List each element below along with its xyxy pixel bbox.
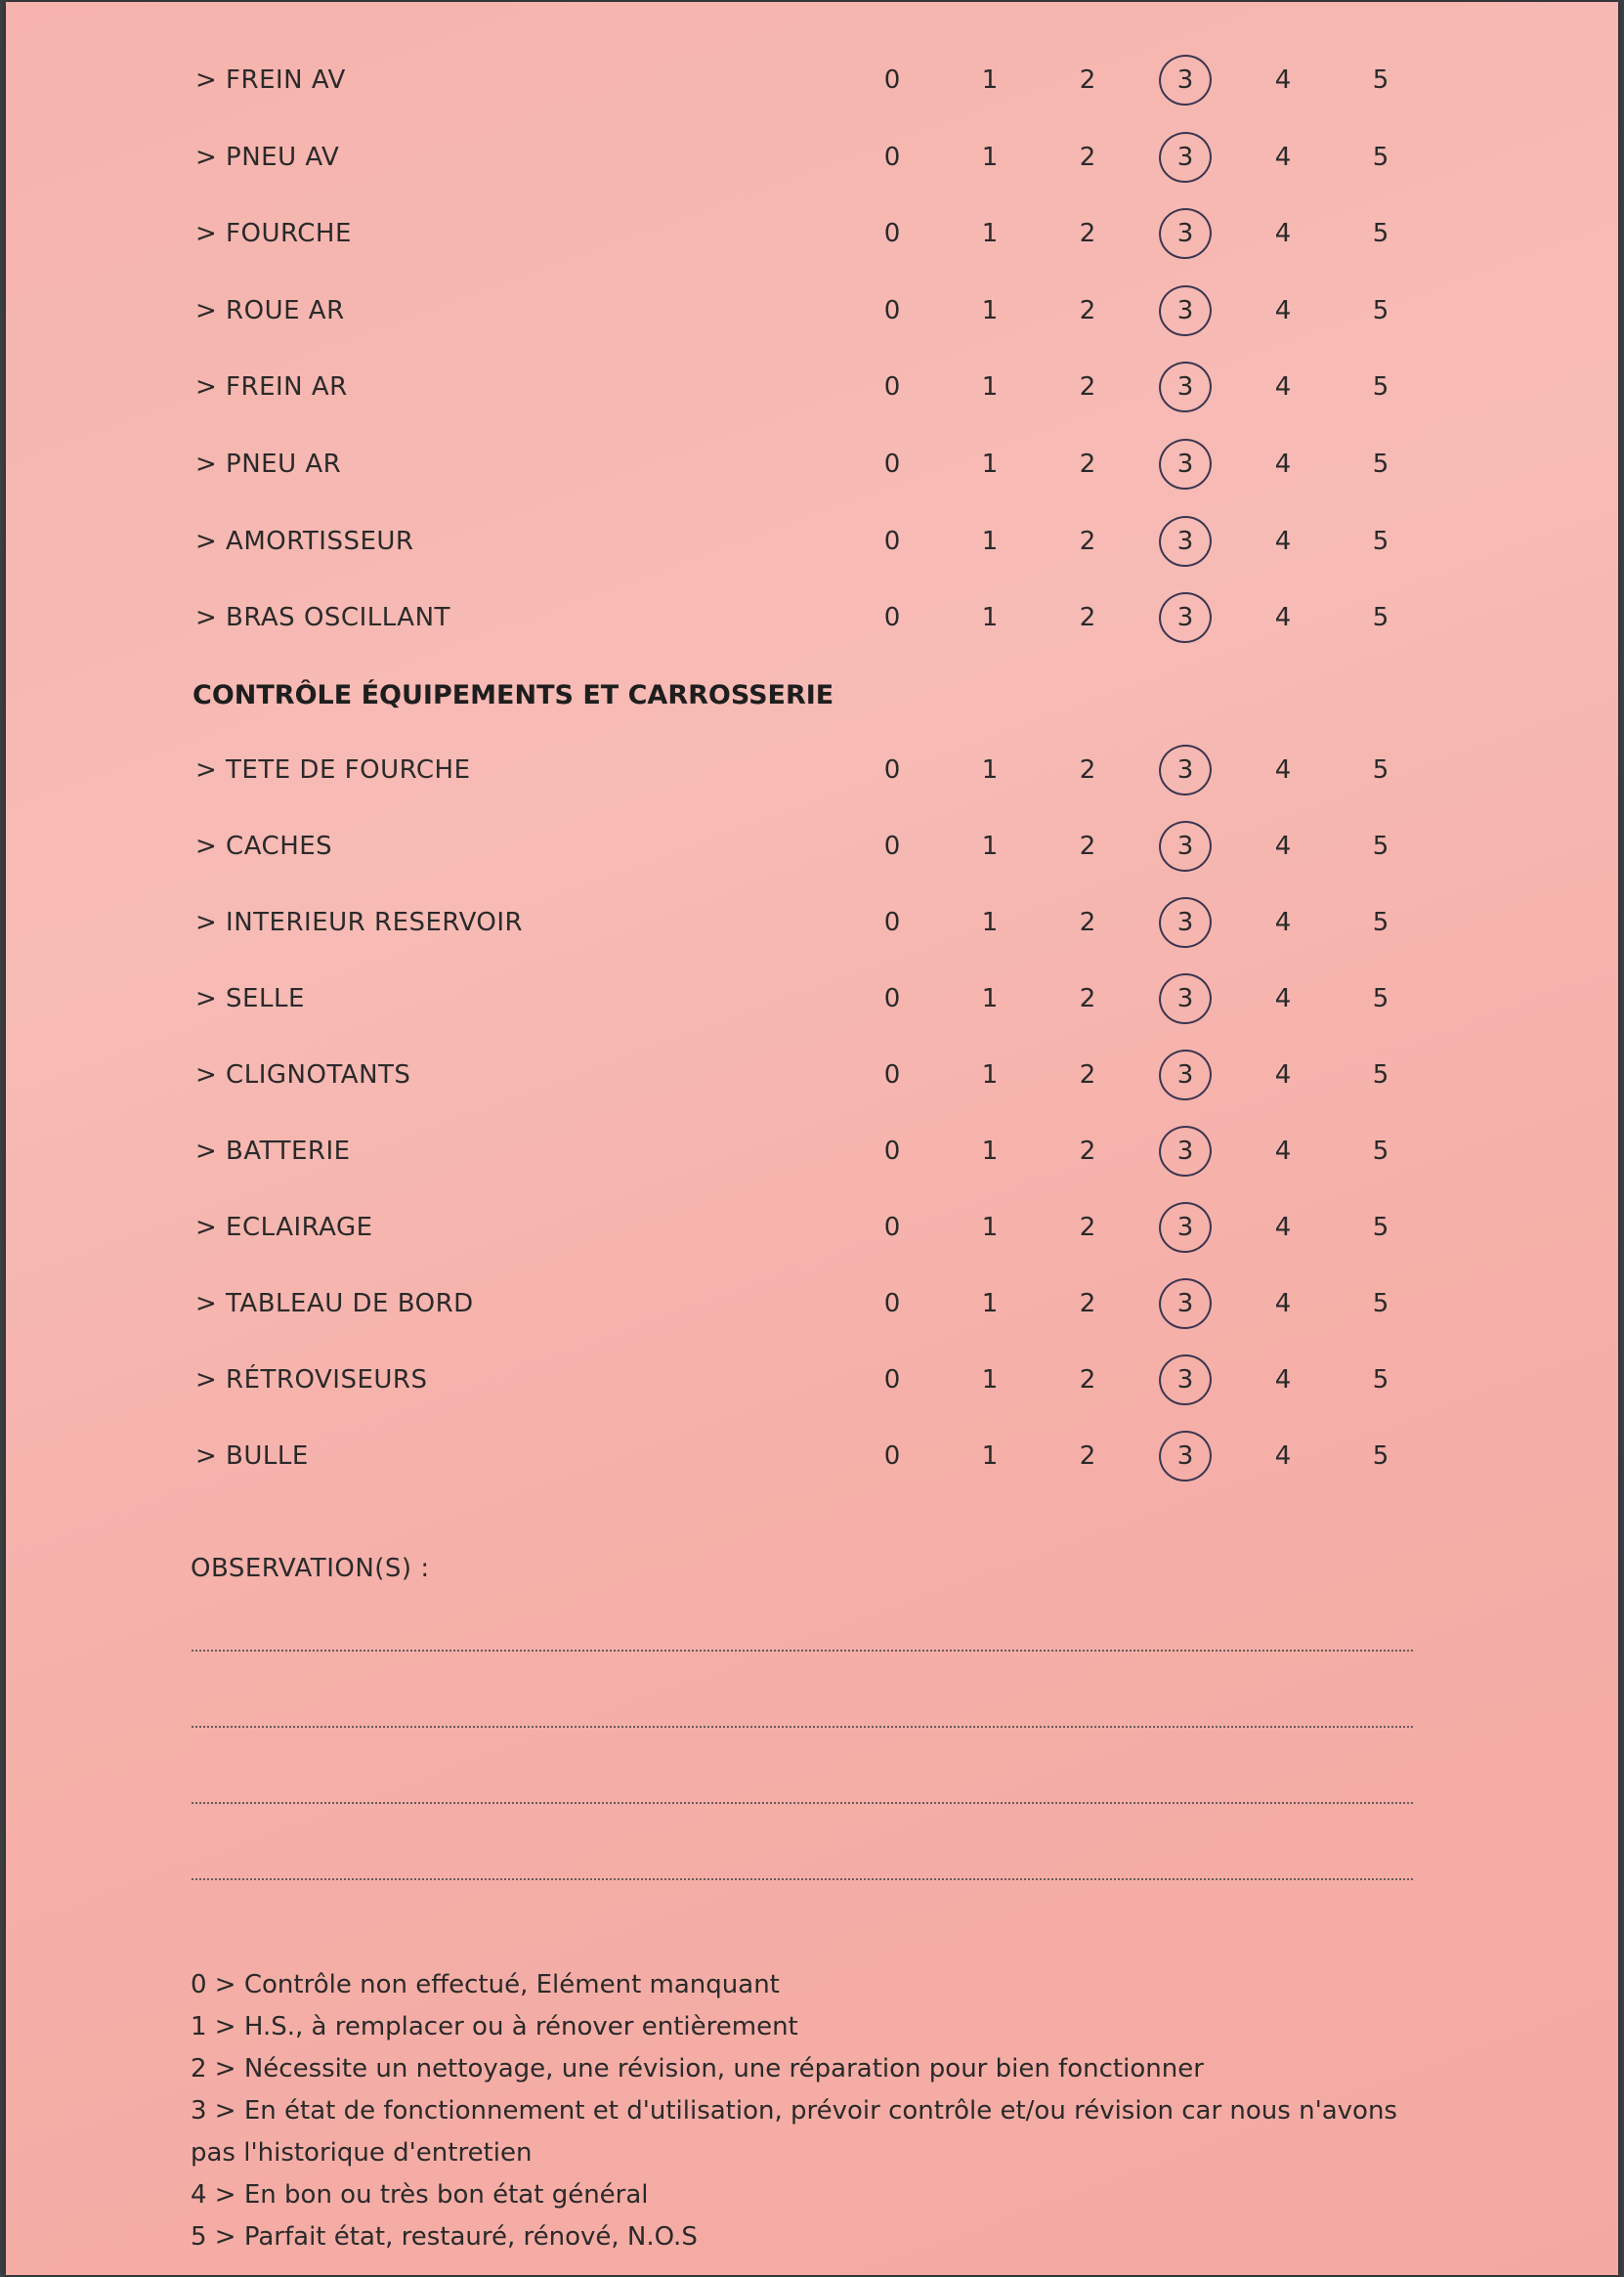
checklist-item-label: > BULLE <box>195 1441 309 1471</box>
score-option[interactable]: 3 <box>1176 1441 1194 1471</box>
score-option[interactable]: 4 <box>1274 1289 1292 1318</box>
score-option[interactable]: 5 <box>1372 832 1389 861</box>
checklist-item-label: > INTERIEUR RESERVOIR <box>195 908 524 937</box>
checklist-item-label: > TABLEAU DE BORD <box>195 1289 474 1318</box>
score-option[interactable]: 1 <box>981 1289 999 1318</box>
score-option[interactable]: 5 <box>1372 219 1389 249</box>
score-option[interactable]: 0 <box>883 372 901 403</box>
checklist-item-label: > PNEU AV <box>195 142 340 172</box>
legend-item: 2 > Nécessite un nettoyage, une révision, une réparation pour bien fonctionner <box>191 2054 1204 2084</box>
checklist-item-label: > ECLAIRAGE <box>195 1213 373 1242</box>
score-option[interactable]: 5 <box>1372 908 1389 937</box>
checklist-row <box>0 522 1624 561</box>
score-option[interactable]: 2 <box>1079 1365 1096 1395</box>
checklist-row <box>0 1437 1624 1476</box>
score-option[interactable]: 2 <box>1079 1441 1096 1471</box>
checklist-item-label: > BRAS OSCILLANT <box>195 603 450 633</box>
checklist-row <box>0 367 1624 407</box>
score-option[interactable]: 1 <box>981 219 999 249</box>
checklist-row <box>0 979 1624 1018</box>
score-option[interactable]: 5 <box>1372 65 1389 95</box>
checklist-item-label: > RÉTROVISEURS <box>195 1365 428 1395</box>
checklist-row <box>0 903 1624 942</box>
score-option[interactable]: 3 <box>1176 142 1194 172</box>
score-option[interactable]: 4 <box>1274 908 1292 937</box>
score-option[interactable]: 5 <box>1372 372 1389 403</box>
score-option[interactable]: 1 <box>981 1441 999 1471</box>
score-option[interactable]: 4 <box>1274 1060 1292 1090</box>
score-option[interactable]: 0 <box>883 1137 901 1166</box>
score-option[interactable]: 5 <box>1372 1441 1389 1471</box>
score-option[interactable]: 2 <box>1079 372 1096 403</box>
score-option[interactable]: 5 <box>1372 142 1389 172</box>
score-option[interactable]: 3 <box>1176 65 1194 95</box>
score-option[interactable]: 2 <box>1079 1289 1096 1318</box>
checklist-item-label: > ROUE AR <box>195 295 345 325</box>
score-option[interactable]: 0 <box>883 526 901 556</box>
score-option[interactable]: 2 <box>1079 450 1096 479</box>
checklist-item-label: > CACHES <box>195 832 333 861</box>
score-option[interactable]: 2 <box>1079 295 1096 325</box>
score-option[interactable]: 1 <box>981 1365 999 1395</box>
score-option[interactable]: 0 <box>883 65 901 95</box>
score-option[interactable]: 2 <box>1079 142 1096 172</box>
score-option[interactable]: 0 <box>883 984 901 1013</box>
score-option[interactable]: 2 <box>1079 526 1096 556</box>
score-option[interactable]: 4 <box>1274 1137 1292 1166</box>
checklist-item-label: > BATTERIE <box>195 1137 351 1166</box>
checklist-row <box>0 1284 1624 1323</box>
score-option[interactable]: 1 <box>981 372 999 403</box>
score-option[interactable]: 3 <box>1176 832 1194 861</box>
score-option[interactable]: 3 <box>1176 526 1194 556</box>
score-option[interactable]: 1 <box>981 984 999 1013</box>
checklist-row <box>0 1055 1624 1095</box>
score-option[interactable]: 2 <box>1079 219 1096 249</box>
observation-line[interactable] <box>192 1802 1413 1804</box>
legend-item: 5 > Parfait état, restauré, rénové, N.O.S <box>191 2222 698 2252</box>
checklist-item-label: > PNEU AR <box>195 450 342 479</box>
score-option[interactable]: 3 <box>1176 755 1194 785</box>
observation-line[interactable] <box>192 1878 1413 1880</box>
score-option[interactable]: 0 <box>883 908 901 937</box>
score-option[interactable]: 3 <box>1176 372 1194 403</box>
section-title: CONTRÔLE ÉQUIPEMENTS ET CARROSSERIE <box>192 680 834 710</box>
score-option[interactable]: 2 <box>1079 1213 1096 1242</box>
score-option[interactable]: 3 <box>1176 450 1194 479</box>
score-option[interactable]: 3 <box>1176 295 1194 325</box>
score-option[interactable]: 1 <box>981 603 999 633</box>
checklist-row <box>0 598 1624 637</box>
score-option[interactable]: 1 <box>981 450 999 479</box>
score-option[interactable]: 5 <box>1372 603 1389 633</box>
score-option[interactable]: 3 <box>1176 1213 1194 1242</box>
score-option[interactable]: 3 <box>1176 603 1194 633</box>
score-option[interactable]: 5 <box>1372 526 1389 556</box>
checklist-row <box>0 138 1624 177</box>
score-option[interactable]: 0 <box>883 1060 901 1090</box>
score-option[interactable]: 2 <box>1079 832 1096 861</box>
score-option[interactable]: 1 <box>981 832 999 861</box>
checklist-row <box>0 1208 1624 1247</box>
legend-item: 4 > En bon ou très bon état général <box>191 2180 649 2210</box>
score-option[interactable]: 4 <box>1274 984 1292 1013</box>
checklist-row <box>0 1132 1624 1171</box>
observation-line[interactable] <box>192 1726 1413 1728</box>
score-option[interactable]: 2 <box>1079 1060 1096 1090</box>
score-option[interactable]: 0 <box>883 603 901 633</box>
legend-item: 1 > H.S., à remplacer ou à rénover entièrement <box>191 2012 798 2041</box>
score-option[interactable]: 4 <box>1274 219 1292 249</box>
checklist-item-label: > SELLE <box>195 984 305 1013</box>
score-option[interactable]: 4 <box>1274 142 1292 172</box>
checklist-item-label: > AMORTISSEUR <box>195 526 414 556</box>
score-option[interactable]: 1 <box>981 755 999 785</box>
score-option[interactable]: 0 <box>883 219 901 249</box>
legend-item: 3 > En état de fonctionnement et d'utilisation, prévoir contrôle et/ou révision car nous n'avons pas l'historique d'entretien <box>191 2096 1397 2168</box>
score-option[interactable]: 4 <box>1274 832 1292 861</box>
score-option[interactable]: 3 <box>1176 1137 1194 1166</box>
score-option[interactable]: 5 <box>1372 450 1389 479</box>
score-option[interactable]: 2 <box>1079 65 1096 95</box>
score-option[interactable]: 0 <box>883 1365 901 1395</box>
checklist-row <box>0 214 1624 253</box>
score-option[interactable]: 3 <box>1176 1289 1194 1318</box>
score-option[interactable]: 1 <box>981 142 999 172</box>
score-option[interactable]: 3 <box>1176 984 1194 1013</box>
score-option[interactable]: 0 <box>883 295 901 325</box>
score-option[interactable]: 0 <box>883 1441 901 1471</box>
score-option[interactable]: 3 <box>1176 1365 1194 1395</box>
score-option[interactable]: 5 <box>1372 1289 1389 1318</box>
score-option[interactable]: 4 <box>1274 65 1292 95</box>
checklist-row <box>0 827 1624 866</box>
score-option[interactable]: 2 <box>1079 603 1096 633</box>
score-option[interactable]: 1 <box>981 1213 999 1242</box>
checklist-item-label: > FOURCHE <box>195 219 352 249</box>
score-option[interactable]: 0 <box>883 832 901 861</box>
score-option[interactable]: 5 <box>1372 755 1389 785</box>
score-option[interactable]: 3 <box>1176 1060 1194 1090</box>
score-option[interactable]: 4 <box>1274 450 1292 479</box>
score-option[interactable]: 1 <box>981 526 999 556</box>
score-option[interactable]: 0 <box>883 1213 901 1242</box>
checklist-item-label: > FREIN AR <box>195 372 348 403</box>
score-option[interactable]: 1 <box>981 908 999 937</box>
checklist-item-label: > FREIN AV <box>195 65 346 95</box>
score-option[interactable]: 4 <box>1274 1365 1292 1395</box>
checklist-row <box>0 291 1624 330</box>
score-option[interactable]: 5 <box>1372 1060 1389 1090</box>
score-option[interactable]: 4 <box>1274 1213 1292 1242</box>
score-option[interactable]: 4 <box>1274 526 1292 556</box>
checklist-row <box>0 445 1624 484</box>
rating-legend <box>191 1964 1412 2258</box>
score-option[interactable]: 5 <box>1372 1365 1389 1395</box>
checklist-item-label: > CLIGNOTANTS <box>195 1060 411 1090</box>
score-option[interactable]: 0 <box>883 450 901 479</box>
score-option[interactable]: 5 <box>1372 1137 1389 1166</box>
score-option[interactable]: 1 <box>981 65 999 95</box>
score-option[interactable]: 5 <box>1372 984 1389 1013</box>
score-option[interactable]: 2 <box>1079 984 1096 1013</box>
score-option[interactable]: 3 <box>1176 219 1194 249</box>
score-option[interactable]: 0 <box>883 1289 901 1318</box>
score-option[interactable]: 3 <box>1176 908 1194 937</box>
score-option[interactable]: 5 <box>1372 295 1389 325</box>
checklist-row <box>0 1360 1624 1399</box>
score-option[interactable]: 0 <box>883 755 901 785</box>
score-option[interactable]: 2 <box>1079 755 1096 785</box>
checklist-item-label: > TETE DE FOURCHE <box>195 755 471 785</box>
observation-line[interactable] <box>192 1650 1413 1652</box>
score-option[interactable]: 1 <box>981 1137 999 1166</box>
score-option[interactable]: 5 <box>1372 1213 1389 1242</box>
legend-item: 0 > Contrôle non effectué, Elément manquant <box>191 1970 780 1999</box>
score-option[interactable]: 4 <box>1274 603 1292 633</box>
score-option[interactable]: 1 <box>981 1060 999 1090</box>
checklist-row <box>0 61 1624 100</box>
score-option[interactable]: 0 <box>883 142 901 172</box>
checklist-row <box>0 751 1624 790</box>
score-option[interactable]: 1 <box>981 295 999 325</box>
score-option[interactable]: 2 <box>1079 1137 1096 1166</box>
score-option[interactable]: 4 <box>1274 1441 1292 1471</box>
score-option[interactable]: 4 <box>1274 295 1292 325</box>
score-option[interactable]: 2 <box>1079 908 1096 937</box>
score-option[interactable]: 4 <box>1274 755 1292 785</box>
score-option[interactable]: 4 <box>1274 372 1292 403</box>
observations-label: OBSERVATION(S) : <box>191 1554 430 1583</box>
